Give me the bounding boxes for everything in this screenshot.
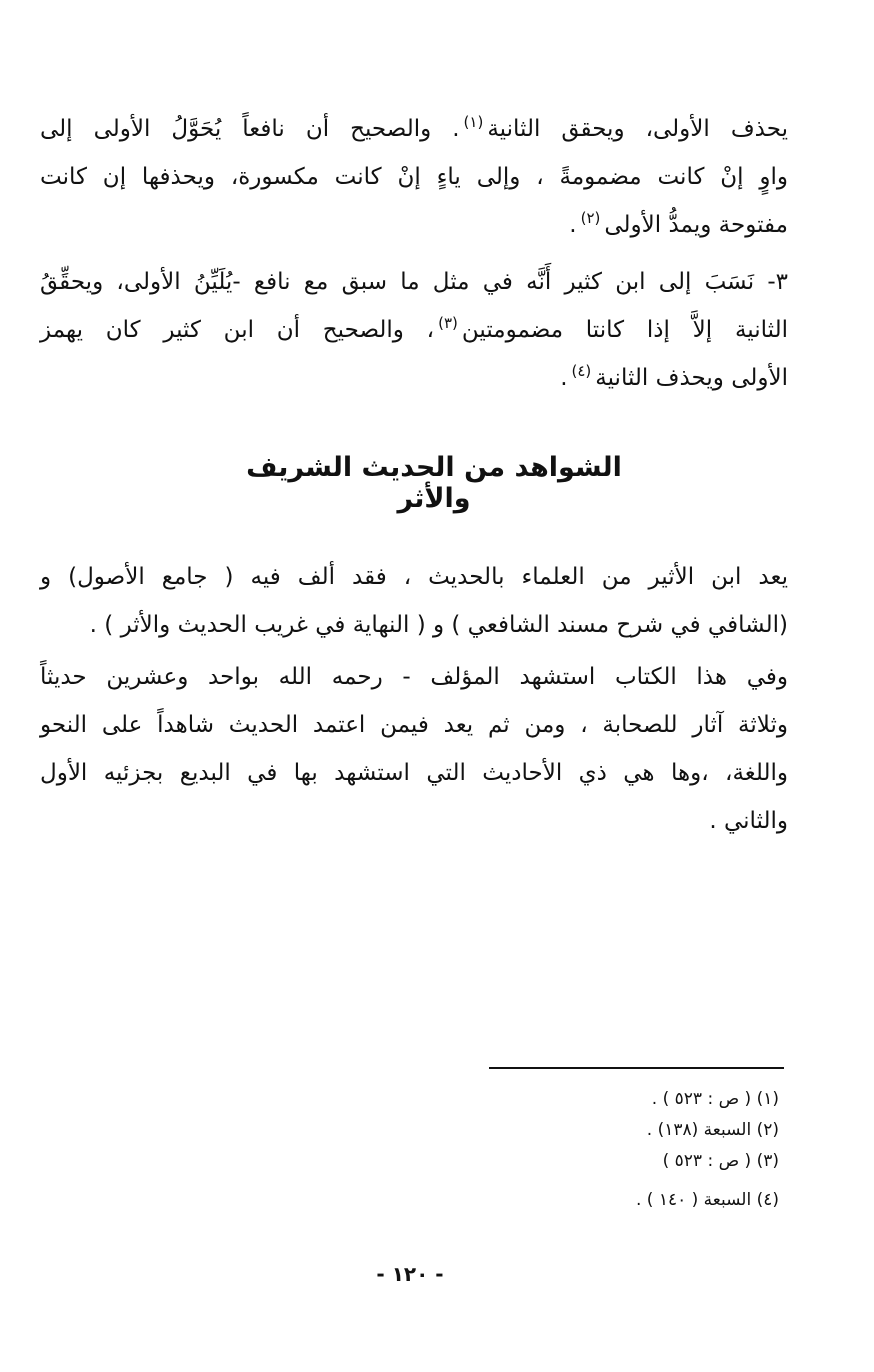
- footnote-item: (٤) السبعة ( ١٤٠ ) .: [635, 1190, 779, 1210]
- text-line: ٣- نَسَبَ إلى ابن كثير أَنَّه في مثل ما سبق مع نافع -يُلَيِّنُ الأولى، ويحقِّقُ: [40, 269, 788, 295]
- text-line: واوٍ إنْ كانت مضمومةً ، وإلى ياءٍ إنْ كانت مكسورة، ويحذفها إن كانت: [40, 164, 788, 190]
- footnote-item: (٢) السبعة (١٣٨) .: [646, 1120, 779, 1140]
- footnotes-list: [479, 1084, 779, 1216]
- text-line: [40, 105, 788, 153]
- paragraph-hamza-rules-2: [40, 258, 788, 402]
- footnote-divider: [489, 1067, 784, 1069]
- text-segment: الأولى ويحذف الثانية: [595, 365, 788, 391]
- text-segment: مفتوحة ويمدُّ الأولى: [604, 212, 788, 238]
- text-line: [40, 201, 788, 249]
- text-line: يعد ابن الأثير من العلماء بالحديث ، فقد ألف فيه ( جامع الأصول) و: [40, 564, 788, 590]
- paragraph-hadith-count: [40, 653, 788, 845]
- text-line: واللغة، ،وها هي ذي الأحاديث التي استشهد بها في البديع بجزئيه الأول: [40, 760, 788, 786]
- footnote-marker[interactable]: (٣): [438, 314, 458, 333]
- text-segment: . والصحيح أن نافعاً يُحَوَّلُ الأولى إلى: [40, 116, 460, 142]
- footnote-marker[interactable]: (١): [463, 113, 484, 132]
- text-line: والثاني .: [709, 808, 788, 834]
- text-line: [40, 306, 788, 354]
- text-line: [40, 354, 788, 402]
- text-segment: .: [569, 212, 577, 238]
- footnote-marker[interactable]: (٢): [580, 209, 601, 228]
- paragraph-hamza-rules-1: [40, 105, 788, 249]
- text-segment: الثانية إلاَّ إذا كانتا مضمومتين: [461, 317, 788, 343]
- section-heading: الشواهد من الحديث الشريف والأثر: [246, 452, 622, 514]
- text-line: وثلاثة آثار للصحابة ، ومن ثم يعد فيمن اعتمد الحديث شاهداً على النحو: [40, 712, 788, 738]
- footnote-item: (٣) ( ص : ٥٢٣ ): [662, 1151, 779, 1171]
- text-segment: يحذف الأولى، ويحقق الثانية: [487, 116, 788, 142]
- text-segment: ، والصحيح أن ابن كثير كان يهمز: [40, 317, 435, 343]
- footnote-item: (١) ( ص : ٥٢٣ ) .: [651, 1089, 779, 1109]
- paragraph-ibn-al-athir-works: [40, 553, 788, 649]
- page-number: - ١٢٠ -: [376, 1262, 444, 1286]
- text-segment: .: [560, 365, 568, 391]
- text-line: وفي هذا الكتاب استشهد المؤلف - رحمه الله بواحد وعشرين حديثاً: [40, 664, 788, 690]
- footnote-marker[interactable]: (٤): [571, 362, 592, 381]
- text-line: (الشافي في شرح مسند الشافعي ) و ( النهاية في غريب الحديث والأثر ) .: [89, 612, 788, 638]
